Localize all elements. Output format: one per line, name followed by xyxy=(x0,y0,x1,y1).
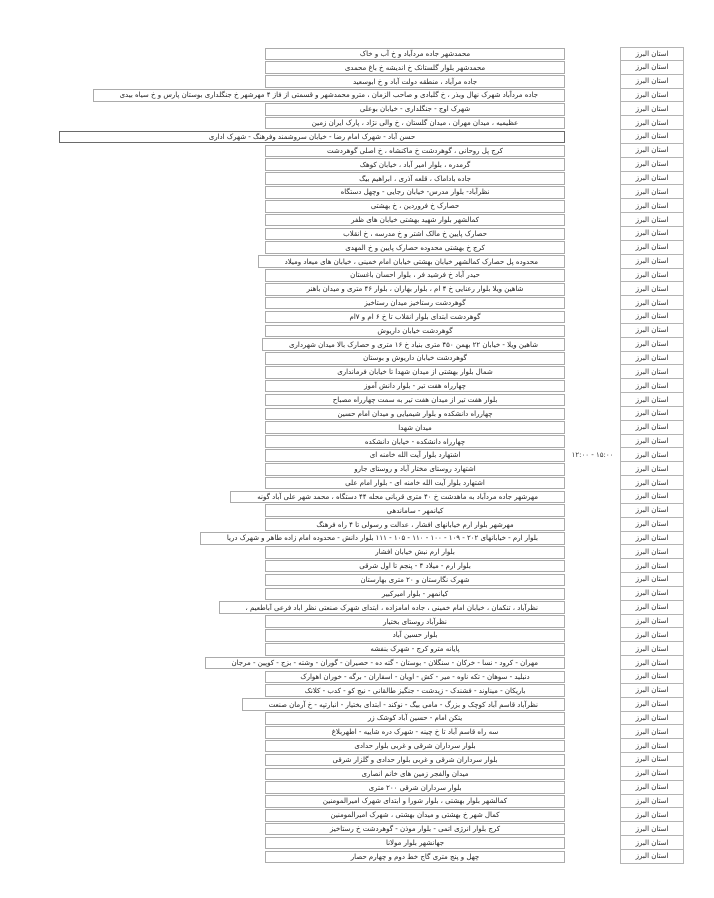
time-cell xyxy=(565,116,620,130)
province-cell: استان البرز xyxy=(620,185,684,199)
address-cell: جاده باداماک ، قلعه آذری ، ابراهیم بیگ xyxy=(265,172,565,185)
address-cell: حصارک خ فروردین ، خ بهشتی xyxy=(265,200,565,213)
province-cell: استان البرز xyxy=(620,504,684,518)
address-cell: نظرآباد ، تنکمان ، خیابان امام خمینی ، جاده امامزاده ، ابتدای شهرک صنعتی نظر اباد فرعی آباطعیم ، xyxy=(219,601,565,614)
time-cell xyxy=(565,421,620,435)
address-cell: شهرک نگارستان و ۲۰ متری بهارستان xyxy=(265,574,565,587)
province-cell: استان البرز xyxy=(620,365,684,379)
address-area xyxy=(0,269,565,283)
province-cell: استان البرز xyxy=(620,102,684,116)
province-cell: استان البرز xyxy=(620,767,684,781)
address-cell: کمال شهر خ بهشتی و میدان بهشتی ، شهرک امیرالمومنین xyxy=(265,809,565,822)
province-cell: استان البرز xyxy=(620,573,684,587)
time-cell xyxy=(565,213,620,227)
province-cell: استان البرز xyxy=(620,545,684,559)
province-cell: استان البرز xyxy=(620,144,684,158)
address-area xyxy=(0,227,565,241)
address-cell: بلوار سرداران شرقی و غربی بلوار حدادی و گلزار شرقی xyxy=(265,754,565,767)
address-area xyxy=(0,338,565,352)
province-cell: استان البرز xyxy=(620,642,684,656)
table-row xyxy=(0,89,684,103)
table-row xyxy=(0,269,684,283)
address-cell: پایانه مترو کرج - شهرک بنفشه xyxy=(265,643,565,656)
table-row xyxy=(0,725,684,739)
address-cell: گرمدره ، بلوار امیر آباد ، خیابان کوهک xyxy=(265,158,565,171)
address-cell: اشتهارد روستای مختار آباد و روستای جارو xyxy=(265,463,565,476)
time-cell xyxy=(565,615,620,629)
table-row xyxy=(0,421,684,435)
time-cell xyxy=(565,739,620,753)
time-cell xyxy=(565,61,620,75)
address-area xyxy=(0,698,565,712)
address-cell: گوهردشت خیابان داریوش و بوستان xyxy=(265,352,565,365)
address-cell: بلوار سرداران شرقی ۲۰۰ متری xyxy=(265,781,565,794)
table-row xyxy=(0,310,684,324)
time-cell xyxy=(565,725,620,739)
time-cell xyxy=(565,601,620,615)
province-cell: استان البرز xyxy=(620,324,684,338)
province-cell: استان البرز xyxy=(620,518,684,532)
province-cell: استان البرز xyxy=(620,850,684,864)
address-cell: اشتهارد بلوار آیت الله خامنه ای xyxy=(265,449,565,462)
province-cell: استان البرز xyxy=(620,781,684,795)
time-cell: ۱۲:۰۰ - ۱۵:۰۰ xyxy=(571,451,614,460)
table-row xyxy=(0,365,684,379)
table-row xyxy=(0,47,684,61)
table-row xyxy=(0,352,684,366)
province-cell: استان البرز xyxy=(620,310,684,324)
table-row xyxy=(0,836,684,850)
province-cell: استان البرز xyxy=(620,587,684,601)
address-cell: کمالشهر بلوار شهید بهشتی خیابان های ظفر xyxy=(265,214,565,227)
province-cell: استان البرز xyxy=(620,407,684,421)
address-cell: عظیمیه ، میدان مهران ، میدان گلستان ، خ والی نژاد ، پارک ایران زمین xyxy=(265,117,565,130)
time-cell xyxy=(565,504,620,518)
address-cell: چهارراه هفت تیر - بلوار دانش آموز xyxy=(265,380,565,393)
province-cell: استان البرز xyxy=(620,352,684,366)
table-row xyxy=(0,158,684,172)
address-cell: بلوار هفت تیر از میدان هفت تیر به سمت چهارراه مصباح xyxy=(265,394,565,407)
time-cell xyxy=(565,559,620,573)
time-cell xyxy=(565,753,620,767)
address-cell: نظرآباد قاسم آباد کوچک و بزرگ - مامی بیگ - نوکند - ابتدای بختیار - انبارتپه - خ آرمان صنعت xyxy=(242,698,565,711)
table-row xyxy=(0,781,684,795)
address-area xyxy=(0,47,565,61)
time-cell xyxy=(565,185,620,199)
province-cell: استان البرز xyxy=(620,822,684,836)
time-cell xyxy=(565,393,620,407)
province-cell: استان البرز xyxy=(620,282,684,296)
table-row xyxy=(0,338,684,352)
province-cell: استان البرز xyxy=(620,116,684,130)
province-cell: استان البرز xyxy=(620,532,684,546)
province-cell: استان البرز xyxy=(620,601,684,615)
table-row xyxy=(0,712,684,726)
table-row xyxy=(0,61,684,75)
address-area xyxy=(0,822,565,836)
table-row xyxy=(0,822,684,836)
address-cell: کرج پل روحانی ، گوهردشت خ ماکنشاه ، خ اصلی گوهردشت xyxy=(265,145,565,158)
table-row xyxy=(0,642,684,656)
address-area xyxy=(0,462,565,476)
province-cell: استان البرز xyxy=(620,836,684,850)
address-cell: گوهردشت خیابان داریوش xyxy=(265,325,565,338)
time-cell xyxy=(565,822,620,836)
table-row xyxy=(0,116,684,130)
time-cell xyxy=(565,628,620,642)
time-cell xyxy=(565,172,620,186)
address-cell: جاده مرآباد ، منطقه دولت آباد و خ ابوسعید xyxy=(265,75,565,88)
address-area xyxy=(0,61,565,75)
time-cell xyxy=(565,199,620,213)
address-cell: گوهردشت رستاخیز میدان رستاخیز xyxy=(265,297,565,310)
address-area xyxy=(0,393,565,407)
address-area xyxy=(0,753,565,767)
address-area xyxy=(0,379,565,393)
province-cell: استان البرز xyxy=(620,89,684,103)
time-cell xyxy=(565,296,620,310)
time-cell xyxy=(565,144,620,158)
time-cell xyxy=(565,241,620,255)
province-cell: استان البرز xyxy=(620,615,684,629)
province-cell: استان البرز xyxy=(620,435,684,449)
time-cell xyxy=(565,365,620,379)
address-area xyxy=(0,684,565,698)
address-area xyxy=(0,712,565,726)
table-row xyxy=(0,532,684,546)
table-row xyxy=(0,850,684,864)
province-cell: استان البرز xyxy=(620,47,684,61)
table-row xyxy=(0,628,684,642)
table-row xyxy=(0,518,684,532)
address-cell: شاهین ویلا - خیابان ۲۲ بهمن ۴۵۰ متری بنیاد خ ۱۶ متری و حصارک بالا میدان شهرداری xyxy=(262,338,565,351)
time-cell xyxy=(565,75,620,89)
province-cell: استان البرز xyxy=(620,753,684,767)
table-row xyxy=(0,227,684,241)
table-row xyxy=(0,559,684,573)
table-row xyxy=(0,656,684,670)
table-row xyxy=(0,185,684,199)
province-cell: استان البرز xyxy=(620,61,684,75)
address-area xyxy=(0,781,565,795)
table-row xyxy=(0,795,684,809)
address-area xyxy=(0,448,565,462)
address-area xyxy=(0,89,565,103)
address-area xyxy=(0,102,565,116)
province-cell: استان البرز xyxy=(620,255,684,269)
table-row xyxy=(0,75,684,89)
address-area xyxy=(0,421,565,435)
address-cell: جهانشهر بلوار مولانا xyxy=(265,837,565,850)
province-cell: استان البرز xyxy=(620,725,684,739)
address-area xyxy=(0,836,565,850)
table-row xyxy=(0,130,684,144)
address-area xyxy=(0,808,565,822)
province-cell: استان البرز xyxy=(620,393,684,407)
address-cell: میدان شهدا xyxy=(265,421,565,434)
address-area xyxy=(0,601,565,615)
table-row xyxy=(0,172,684,186)
address-area xyxy=(0,365,565,379)
time-cell xyxy=(565,850,620,864)
address-area xyxy=(0,185,565,199)
time-cell xyxy=(565,282,620,296)
address-area xyxy=(0,587,565,601)
address-cell: شاهین ویلا بلوار رعنایی خ ۴ ام ، بلوار بهاران ، بلوار ۴۶ متری و میدان باهنر xyxy=(265,283,565,296)
address-cell: چهارراه دانشکده - خیابان دانشکده xyxy=(265,435,565,448)
address-area xyxy=(0,144,565,158)
time-cell xyxy=(565,684,620,698)
address-area xyxy=(0,130,565,144)
table-row xyxy=(0,573,684,587)
time-cell xyxy=(565,102,620,116)
time-cell xyxy=(565,338,620,352)
province-cell: استان البرز xyxy=(620,628,684,642)
time-cell xyxy=(565,545,620,559)
address-cell: محدوده پل حصارک کمالشهر خیابان بهشتی خیابان امام خمینی ، خیابان های میعاد ومیلاد xyxy=(258,255,565,268)
table-row xyxy=(0,476,684,490)
address-area xyxy=(0,241,565,255)
time-cell xyxy=(565,352,620,366)
address-cell: مهران - کرود - نسا - خرکان - سنگلان - بوستان - گته ده - حصیران - گوران - وشته - بزج - کوپین - مرجان xyxy=(205,657,566,670)
province-cell: استان البرز xyxy=(620,656,684,670)
address-cell: بلوار ارم - خیابانهای ۲۰۲ - ۱۰۹ - ۱۰۰ - ۱۱۰ - ۱۰۵ - ۱۱۱ بلوار دانش - محدوده امام زاده طاهر و شهرک دریا xyxy=(200,532,565,545)
table-row xyxy=(0,393,684,407)
time-cell xyxy=(565,407,620,421)
address-cell: حصارک پایین خ مالک اشتر و خ مدرسه ، خ انقلاب xyxy=(265,228,565,241)
time-cell xyxy=(565,836,620,850)
time-cell xyxy=(565,255,620,269)
table-row xyxy=(0,670,684,684)
table-row xyxy=(0,698,684,712)
address-cell: کرج بلوار انرژی اتمی - بلوار موذن - گوهردشت خ رستاخیز xyxy=(265,823,565,836)
address-cell: بلوار ارم نبش خیابان افشار xyxy=(265,546,565,559)
address-area xyxy=(0,850,565,864)
address-cell: کرج خ بهشتی محدوده حصارک پایین و خ المهدی xyxy=(265,241,565,254)
province-cell: استان البرز xyxy=(620,379,684,393)
time-cell xyxy=(565,795,620,809)
address-cell: مهرشهر جاده مردآباد به ماهدشت خ ۴۰ متری قربانی محله ۴۴ دستگاه ، محمد شهر علی آباد گونه xyxy=(230,491,565,504)
address-area xyxy=(0,670,565,684)
address-cell: محمدشهر جاده مردآباد و خ آب و خاک xyxy=(265,48,565,61)
time-cell xyxy=(565,379,620,393)
table-row xyxy=(0,144,684,158)
address-area xyxy=(0,642,565,656)
time-cell xyxy=(565,587,620,601)
province-cell: استان البرز xyxy=(620,698,684,712)
address-area xyxy=(0,628,565,642)
table-row xyxy=(0,324,684,338)
address-cell: اشتهارد بلوار آیت الله خامنه ای - بلوار امام علی xyxy=(265,477,565,490)
province-cell: استان البرز xyxy=(620,670,684,684)
address-cell: دنبلید - سوهان - تکه ناوه - میر - کش - اویان - اسفاران - برگه - خوران اهوارک xyxy=(265,671,565,684)
table-row xyxy=(0,407,684,421)
time-cell xyxy=(565,324,620,338)
province-cell: استان البرز xyxy=(620,296,684,310)
address-cell: میدان والفجر زمین های خانم انصاری xyxy=(265,768,565,781)
table-row xyxy=(0,615,684,629)
address-area xyxy=(0,116,565,130)
address-area xyxy=(0,282,565,296)
address-cell: گوهردشت ابتدای بلوار انقلاب تا خ ۶ ام و ۷ام xyxy=(265,311,565,324)
address-area xyxy=(0,615,565,629)
time-cell xyxy=(565,518,620,532)
address-area xyxy=(0,407,565,421)
address-area xyxy=(0,352,565,366)
address-cell: کمالشهر بلوار بهشتی ، بلوار شورا و ابتدای شهرک امیرالمومنین xyxy=(265,795,565,808)
table-row xyxy=(0,255,684,269)
address-area xyxy=(0,518,565,532)
table-row xyxy=(0,462,684,476)
address-area xyxy=(0,725,565,739)
time-cell xyxy=(565,573,620,587)
address-area xyxy=(0,296,565,310)
address-area xyxy=(0,158,565,172)
time-cell xyxy=(565,642,620,656)
province-cell: استان البرز xyxy=(620,421,684,435)
table-row xyxy=(0,545,684,559)
address-cell: حیدر آباد خ فرشید فر ، بلوار احسان باغستان xyxy=(265,269,565,282)
address-area xyxy=(0,739,565,753)
time-cell xyxy=(565,310,620,324)
table-row xyxy=(0,213,684,227)
province-cell: استان البرز xyxy=(620,684,684,698)
province-cell: استان البرز xyxy=(620,227,684,241)
time-cell xyxy=(565,712,620,726)
address-area xyxy=(0,795,565,809)
address-cell: نظرآباد روستای بختیار xyxy=(265,615,565,628)
address-area xyxy=(0,532,565,546)
province-cell: استان البرز xyxy=(620,795,684,809)
province-cell: استان البرز xyxy=(620,559,684,573)
province-cell: استان البرز xyxy=(620,808,684,822)
schedule-table xyxy=(0,47,714,864)
time-cell xyxy=(565,490,620,504)
address-area xyxy=(0,573,565,587)
province-cell: استان البرز xyxy=(620,712,684,726)
time-cell xyxy=(565,227,620,241)
province-cell: استان البرز xyxy=(620,269,684,283)
table-row xyxy=(0,296,684,310)
address-area xyxy=(0,199,565,213)
address-area xyxy=(0,255,565,269)
address-cell: حسن آباد - شهرک امام رضا - خیابان سروشمند وفرهنگ - شهرک اداری xyxy=(59,131,565,144)
table-row xyxy=(0,379,684,393)
table-row xyxy=(0,753,684,767)
time-cell xyxy=(565,462,620,476)
time-cell xyxy=(565,698,620,712)
table-row xyxy=(0,102,684,116)
time-cell xyxy=(565,130,620,144)
time-cell xyxy=(565,670,620,684)
time-cell xyxy=(565,656,620,670)
table-row xyxy=(0,601,684,615)
address-area xyxy=(0,545,565,559)
table-row xyxy=(0,448,684,462)
address-cell: مهرشهر بلوار ارم خیابانهای افشار ، عدالت و رسولی تا ۴ راه فرهنگ xyxy=(265,518,565,531)
province-cell: استان البرز xyxy=(620,241,684,255)
address-area xyxy=(0,490,565,504)
address-cell: شهرک اوج - جنگلداری - خیابان بوعلی xyxy=(265,103,565,116)
time-cell xyxy=(565,767,620,781)
address-cell: کیانمهر - بلوار امیرکبیر xyxy=(265,588,565,601)
address-area xyxy=(0,656,565,670)
table-row xyxy=(0,241,684,255)
address-cell: یتکن امام - حسین آباد کوشک زر xyxy=(265,712,565,725)
time-cell xyxy=(565,808,620,822)
table-row xyxy=(0,282,684,296)
province-cell: استان البرز xyxy=(620,739,684,753)
province-cell: استان البرز xyxy=(620,172,684,186)
address-area xyxy=(0,324,565,338)
province-cell: استان البرز xyxy=(620,75,684,89)
address-cell: محمدشهر بلوار گلستانک خ اندیشه خ باغ محمدی xyxy=(265,61,565,74)
address-area xyxy=(0,504,565,518)
address-cell: بلوار ارم - میلاد ۴ - پنجم تا اول شرقی xyxy=(265,560,565,573)
table-row xyxy=(0,199,684,213)
address-cell: نظرآباد- بلوار مدرس- خیابان رجایی - وچهل دستگاه xyxy=(265,186,565,199)
address-cell: بلوار سرداران شرقی و غربی بلوار حدادی xyxy=(265,740,565,753)
address-cell: چهل و پنج متری گاج خط دوم و چهارم حصار xyxy=(265,851,565,864)
province-cell: استان البرز xyxy=(620,462,684,476)
address-area xyxy=(0,559,565,573)
time-cell xyxy=(565,89,620,103)
time-cell xyxy=(565,476,620,490)
time-cell xyxy=(565,435,620,449)
table-row xyxy=(0,684,684,698)
address-cell: شمال بلوار بهشتی از میدان شهدا تا خیابان فرمانداری xyxy=(265,366,565,379)
province-cell: استان البرز xyxy=(620,199,684,213)
address-area xyxy=(0,213,565,227)
table-row xyxy=(0,435,684,449)
table-row xyxy=(0,808,684,822)
time-cell xyxy=(565,532,620,546)
province-cell: استان البرز xyxy=(620,213,684,227)
province-cell: استان البرز xyxy=(620,130,684,144)
table-row xyxy=(0,767,684,781)
address-cell: سه راه قاسم آباد تا خ چینه - شهرک دره شاییه - اطهربلاغ xyxy=(265,726,565,739)
address-area xyxy=(0,476,565,490)
time-cell xyxy=(565,269,620,283)
province-cell: استان البرز xyxy=(620,158,684,172)
table-row xyxy=(0,587,684,601)
time-cell xyxy=(565,781,620,795)
address-area xyxy=(0,435,565,449)
province-cell: استان البرز xyxy=(620,448,684,462)
table-row xyxy=(0,504,684,518)
address-area xyxy=(0,172,565,186)
address-area xyxy=(0,310,565,324)
time-cell xyxy=(565,158,620,172)
province-cell: استان البرز xyxy=(620,338,684,352)
address-cell: چهارراه دانشکده و بلوار شیمیایی و میدان امام حسین xyxy=(265,408,565,421)
table-row xyxy=(0,490,684,504)
address-cell: جاده مردآباد شهرک نهال وبذر ، خ گلبادی و صاحب الزمان ، مترو محمدشهر و قسمتی از فاز ۴ مهرشهر خ جنگلداری بوستان پارس و خ سیاه بیدی xyxy=(93,89,565,102)
address-cell: باریکان - میناوند - فشندک - زیدشت - جنگیز طالقانی - نیج کو - کدب - کلانک xyxy=(265,684,565,697)
province-cell: استان البرز xyxy=(620,476,684,490)
address-cell: کیانمهر - ساماندهی xyxy=(265,504,565,517)
province-cell: استان البرز xyxy=(620,490,684,504)
address-cell: بلوار حسین آباد xyxy=(265,629,565,642)
table-row xyxy=(0,739,684,753)
time-cell xyxy=(565,47,620,61)
address-area xyxy=(0,75,565,89)
address-area xyxy=(0,767,565,781)
